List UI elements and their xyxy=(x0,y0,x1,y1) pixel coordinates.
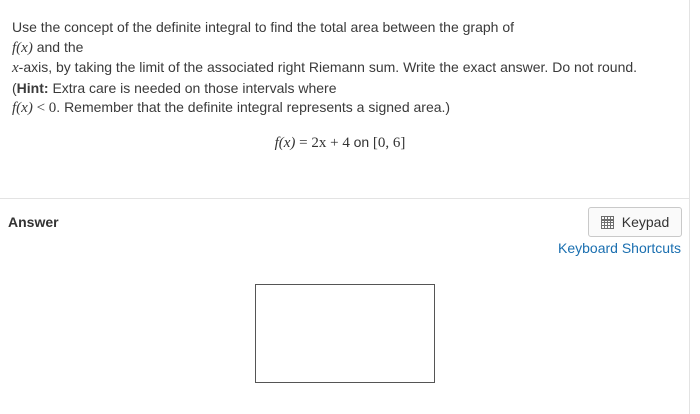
panel-border xyxy=(689,0,690,414)
question-text xyxy=(12,18,682,119)
section-divider xyxy=(0,198,690,199)
fx-expression-2: f(x) < 0 xyxy=(12,100,57,116)
answer-label: Answer xyxy=(8,214,59,230)
keypad-button[interactable] xyxy=(588,207,682,237)
keypad-icon xyxy=(601,216,614,229)
keyboard-shortcuts-link[interactable]: Keyboard Shortcuts xyxy=(558,240,681,256)
hint-line: (Hint: Extra care is needed on those intervals where xyxy=(12,79,337,96)
question-line-3: x-axis, by taking the limit of the associated right Riemann sum. Write the exact answer. Do not round. xyxy=(12,59,638,76)
keypad-button-label: Keypad xyxy=(621,214,670,230)
question-panel xyxy=(0,0,700,198)
hint-label: Hint: xyxy=(16,79,49,96)
answer-input[interactable] xyxy=(255,284,435,383)
x-variable: x xyxy=(12,60,19,76)
question-line-2: f(x) and the xyxy=(12,38,84,56)
function-formula: f(x) = 2x + 4 on [0, 6] xyxy=(274,134,406,151)
question-line-1: Use the concept of the definite integral to find the total area between the graph of xyxy=(12,19,515,35)
fx-expression: f(x) xyxy=(12,39,33,56)
question-line-6: f(x) < 0. Remember that the definite integral represents a signed area.) xyxy=(12,99,451,116)
